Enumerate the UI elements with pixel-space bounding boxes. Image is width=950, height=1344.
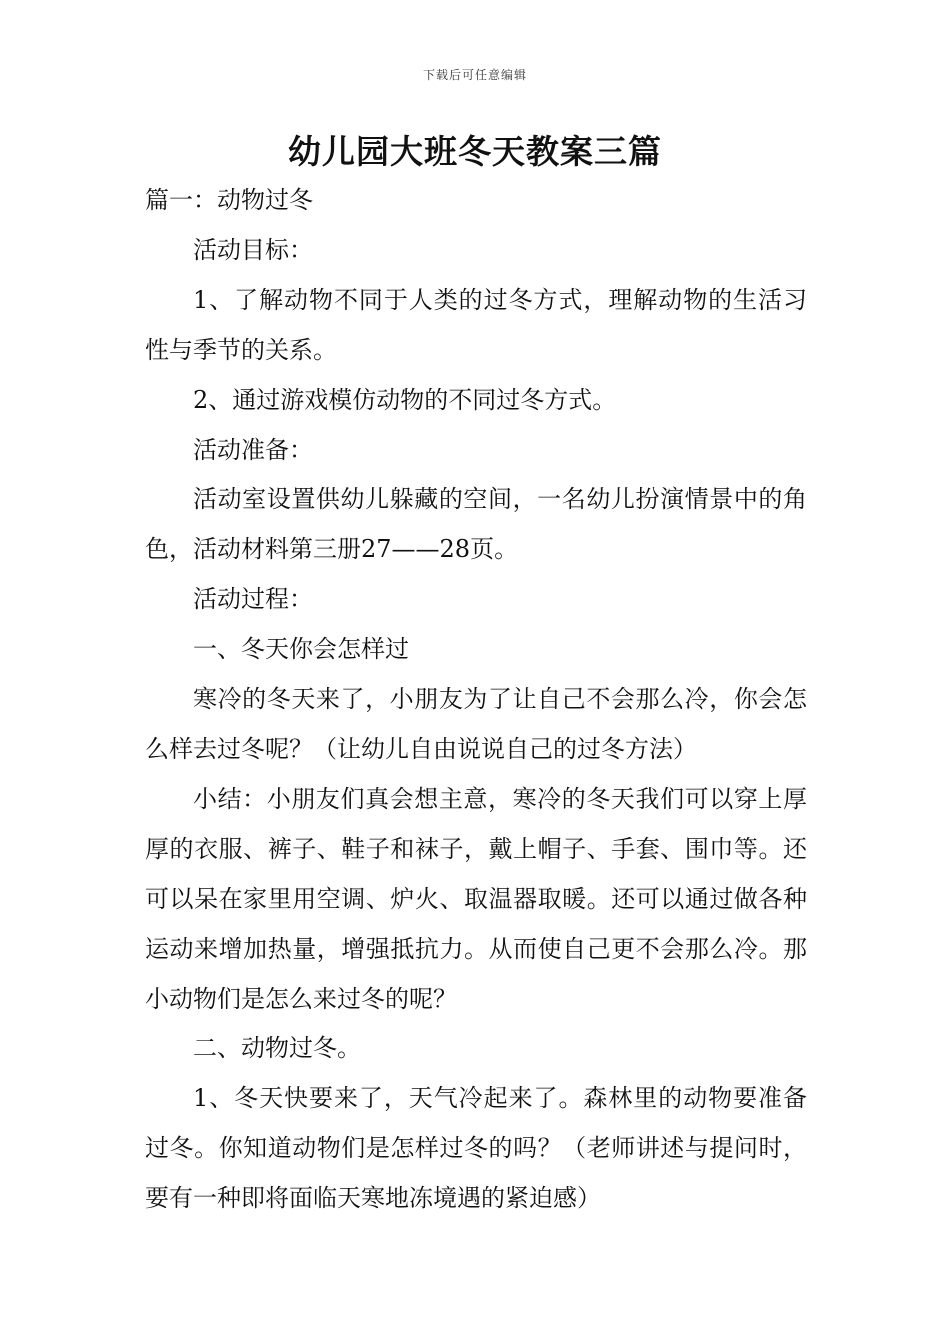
paragraph: 1、了解动物不同于人类的过冬方式，理解动物的生活习性与季节的关系。: [145, 285, 807, 364]
section-title: 篇一：动物过冬: [145, 186, 313, 214]
header-note: 下载后可任意编辑: [422, 68, 527, 82]
paragraph: 活动室设置供幼儿躲藏的空间，一名幼儿扮演情景中的角色，活动材料第三册27——28页。: [145, 485, 807, 564]
paragraph: 活动目标：: [193, 235, 313, 264]
document-body: [145, 176, 807, 1224]
paragraph: 一、冬天你会怎样过: [193, 635, 409, 664]
paragraph: 活动准备：: [193, 435, 313, 464]
paragraph: 寒冷的冬天来了，小朋友为了让自己不会那么冷，你会怎么样去过冬呢？（让幼儿自由说说自己的过冬方法）: [145, 685, 807, 763]
paragraph: 1、冬天快要来了，天气冷起来了。森林里的动物要准备过冬。你知道动物们是怎样过冬的吗？（老师讲述与提问时，要有一种即将面临天寒地冻境遇的紧迫感）: [145, 1084, 807, 1213]
paragraph: 活动过程：: [193, 585, 313, 614]
paragraph: 小结：小朋友们真会想主意，寒冷的冬天我们可以穿上厚厚的衣服、裤子、鞋子和袜子，戴上帽子、手套、围巾等。还可以呆在家里用空调、炉火、取温器取暖。还可以通过做各种运动来增加热量，增强抵抗力。从而使自己更不会那么冷。那小动物们是怎么来过冬的呢？: [145, 784, 807, 1013]
page-title: 幼儿园大班冬天教案三篇: [288, 132, 662, 171]
paragraph: 二、动物过冬。: [193, 1034, 361, 1063]
paragraph: 2、通过游戏模仿动物的不同过冬方式。: [193, 385, 617, 414]
